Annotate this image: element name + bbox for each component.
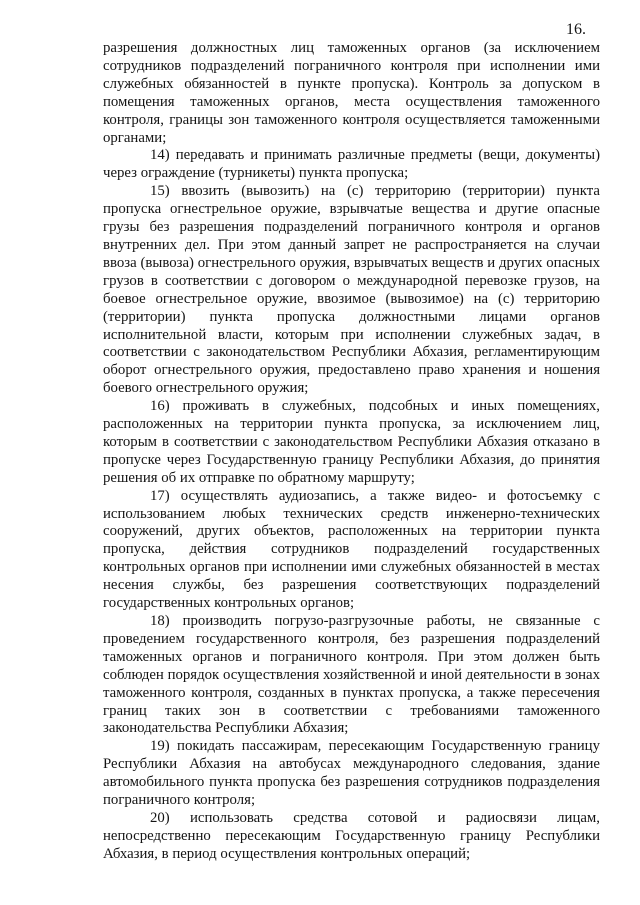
- paragraph-item-15: 15) ввозить (вывозить) на (с) территорию (территории) пункта пропуска огнестрельное оружие, взрывчатые вещества и другие опасные грузы без разрешения подразделений пограничного контроля и органов внутренних дел. При этом данный запрет не распространяется на случаи ввоза (вывоза) огнестрельного оружия, взрывчатых веществ и других опасных грузов в соответствии с договором о международной перевозке грузов, на боевое огнестрельное оружие, ввозимое (вывозимое) на (с) территорию (территории) пункта пропуска должностными лицами органов исполнительной власти, которым при исполнении служебных задач, в соответствии с законодательством Республики Абхазия, регламентирующим оборот огнестрельного оружия, предоставлено право хранения и ношения боевого огнестрельного оружия;: [103, 183, 600, 397]
- page-number: 16.: [566, 21, 586, 38]
- document-body: [103, 40, 600, 864]
- paragraph-item-16: 16) проживать в служебных, подсобных и иных помещениях, расположенных на территории пункта пропуска, за исключением лиц, которым в соответствии с законодательством Республики Абхазия отказано в пропуске через Государственную границу Республики Абхазия, до принятия решения об их отправке по обратному маршруту;: [103, 398, 600, 486]
- paragraph-item-17: 17) осуществлять аудиозапись, а также видео- и фотосъемку с использованием любых технических средств инженерно-технических сооружений, других объектов, расположенных на территории пункта пропуска, действия сотрудников подразделений государственных контрольных органов при исполнении ими служебных обязанностей в местах несения службы, без разрешения соответствующих подразделений государственных контрольных органов;: [103, 487, 600, 612]
- paragraph-item-14: 14) передавать и принимать различные предметы (вещи, документы) через ограждение (турникеты) пункта пропуска;: [103, 147, 600, 182]
- paragraph-continuation: разрешения должностных лиц таможенных органов (за исключением сотрудников подразделений пограничного контроля при исполнении ими служебных обязанностей в пункте пропуска). Контроль за допуском в помещения таможенных органов, места осуществления таможенного контроля, границы зон таможенного контроля осуществляется таможенными органами;: [103, 40, 600, 146]
- paragraph-item-18: 18) производить погрузо-разгрузочные работы, не связанные с проведением государственного контроля, без разрешения подразделений таможенных органов и пограничного контроля. При этом должен быть соблюден порядок осуществления хозяйственной и иной деятельности в зонах таможенного контроля, созданных в пунктах пропуска, а также пересечения границ таких зон в соответствии с требованиями таможенного законодательства Республики Абхазия;: [103, 613, 600, 737]
- paragraph-item-20: 20) использовать средства сотовой и радиосвязи лицам, непосредственно пересекающим Государственную границу Республики Абхазия, в период осуществления контрольных операций;: [103, 809, 600, 862]
- paragraph-item-19: 19) покидать пассажирам, пересекающим Государственную границу Республики Абхазия на автобусах международного следования, здание автомобильного пункта пропуска без разрешения сотрудников подразделения пограничного контроля;: [103, 738, 600, 809]
